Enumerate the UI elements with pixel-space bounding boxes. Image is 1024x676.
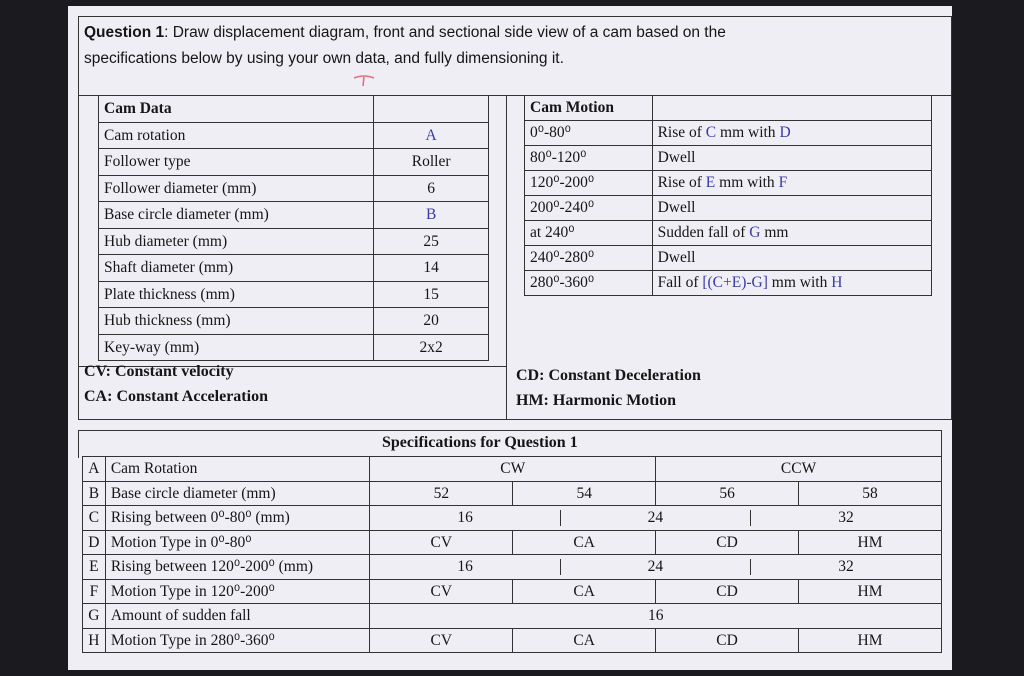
cam-data-label: Base circle diameter (mm) [99, 202, 374, 229]
cam-data-label: Plate thickness (mm) [99, 281, 374, 308]
motion-range: 280⁰-360⁰ [525, 271, 653, 296]
table-row [99, 149, 489, 176]
cam-data-label: Hub diameter (mm) [99, 228, 374, 255]
table-row [99, 255, 489, 282]
spec-key: E [83, 555, 106, 580]
spec-key: C [83, 506, 106, 531]
table-row [525, 221, 932, 246]
motion-desc: Dwell [652, 146, 931, 171]
cam-data-value: 14 [374, 255, 489, 282]
spec-value: 24 [561, 510, 751, 526]
spec-key: B [83, 481, 106, 506]
table-row [83, 579, 942, 604]
table-row [525, 196, 932, 221]
table-row [525, 121, 932, 146]
spec-value: 58 [799, 481, 942, 506]
spec-value: CW [370, 457, 656, 482]
pen-mark-icon [352, 72, 378, 88]
cam-data-value: Roller [374, 149, 489, 176]
spec-value: 24 [561, 559, 751, 575]
question-text [84, 24, 726, 42]
spec-value: CD [656, 628, 799, 653]
table-row [83, 555, 942, 580]
cam-data-value: 15 [374, 281, 489, 308]
cam-data-label: Cam rotation [99, 122, 374, 149]
spec-title: Specifications for Question 1 [382, 434, 578, 451]
spec-label: Rising between 120⁰-200⁰ (mm) [105, 555, 370, 580]
table-row [99, 334, 489, 361]
spec-value: CA [513, 530, 656, 555]
spec-label: Motion Type in 280⁰-360⁰ [105, 628, 370, 653]
table-row [83, 530, 942, 555]
motion-range: 80⁰-120⁰ [525, 146, 653, 171]
cam-data-value: B [374, 202, 489, 229]
cam-data-value: 2x2 [374, 334, 489, 361]
motion-range: at 240⁰ [525, 221, 653, 246]
cam-motion-table [524, 95, 932, 296]
cam-data-header: Cam Data [99, 96, 374, 123]
spec-key: H [83, 628, 106, 653]
question-label: Question 1 [84, 24, 165, 41]
spec-value: 54 [513, 481, 656, 506]
motion-desc: Dwell [652, 196, 931, 221]
spec-key: G [83, 604, 106, 629]
cam-data-label: Follower diameter (mm) [99, 175, 374, 202]
table-row [83, 481, 942, 506]
spec-label: Motion Type in 0⁰-80⁰ [105, 530, 370, 555]
table-row [99, 122, 489, 149]
cam-data-value: A [374, 122, 489, 149]
cam-data-value: 20 [374, 308, 489, 335]
spec-value: CCW [656, 457, 942, 482]
spec-value: 32 [838, 558, 854, 575]
spec-label: Base circle diameter (mm) [105, 481, 370, 506]
motion-desc: Fall of [(C+E)-G] mm with H [652, 271, 931, 296]
spec-table [82, 456, 942, 653]
spec-label: Rising between 0⁰-80⁰ (mm) [105, 506, 370, 531]
table-row [99, 202, 489, 229]
table-row [99, 228, 489, 255]
spec-value: CD [656, 579, 799, 604]
spec-value: CV [370, 628, 513, 653]
legend-cv: CV: Constant velocity [84, 363, 234, 380]
cam-data-label: Key-way (mm) [99, 334, 374, 361]
spec-value: 52 [370, 481, 513, 506]
motion-range: 240⁰-280⁰ [525, 246, 653, 271]
table-row [525, 171, 932, 196]
motion-desc: Sudden fall of G mm [652, 221, 931, 246]
motion-desc: Rise of E mm with F [652, 171, 931, 196]
table-row [99, 175, 489, 202]
table-row [83, 604, 942, 629]
table-row [83, 457, 942, 482]
spec-key: A [83, 457, 106, 482]
column-divider [506, 95, 507, 420]
spec-value: HM [799, 530, 942, 555]
cam-data-value: 6 [374, 175, 489, 202]
table-row [99, 308, 489, 335]
spec-value: HM [799, 628, 942, 653]
spec-label: Cam Rotation [105, 457, 370, 482]
table-row [83, 628, 942, 653]
spec-value: CA [513, 628, 656, 653]
spec-value: CD [656, 530, 799, 555]
cam-data-table [98, 95, 489, 361]
table-row [99, 281, 489, 308]
legend-cd: CD: Constant Deceleration [516, 367, 701, 384]
legend-hm: HM: Harmonic Motion [516, 392, 676, 409]
question-line1: : Draw displacement diagram, front and sectional side view of a cam based on the [164, 24, 726, 41]
spec-label: Motion Type in 120⁰-200⁰ [105, 579, 370, 604]
motion-range: 120⁰-200⁰ [525, 171, 653, 196]
spec-value: 16 [370, 559, 560, 575]
spec-value: CV [370, 579, 513, 604]
cam-data-label: Follower type [99, 149, 374, 176]
spec-key: D [83, 530, 106, 555]
table-row [83, 506, 942, 531]
table-row [525, 146, 932, 171]
table-row [525, 271, 932, 296]
document-sheet [68, 6, 952, 670]
table-row [525, 246, 932, 271]
spec-label: Amount of sudden fall [105, 604, 370, 629]
cam-data-value: 25 [374, 228, 489, 255]
spec-value: HM [799, 579, 942, 604]
motion-range: 0⁰-80⁰ [525, 121, 653, 146]
spec-key: F [83, 579, 106, 604]
spec-value: CV [370, 530, 513, 555]
question-line2: specifications below by using your own data, and fully dimensioning it. [84, 50, 564, 67]
spec-value: 56 [656, 481, 799, 506]
spec-value: CA [513, 579, 656, 604]
cam-data-label: Shaft diameter (mm) [99, 255, 374, 282]
motion-range: 200⁰-240⁰ [525, 196, 653, 221]
cam-data-label: Hub thickness (mm) [99, 308, 374, 335]
legend-ca: CA: Constant Acceleration [84, 388, 268, 405]
motion-desc: Rise of C mm with D [652, 121, 931, 146]
spec-value: 32 [838, 509, 854, 526]
motion-desc: Dwell [652, 246, 931, 271]
spec-value: 16 [370, 604, 942, 629]
spec-value: 16 [370, 510, 560, 526]
cam-motion-header: Cam Motion [525, 96, 653, 121]
